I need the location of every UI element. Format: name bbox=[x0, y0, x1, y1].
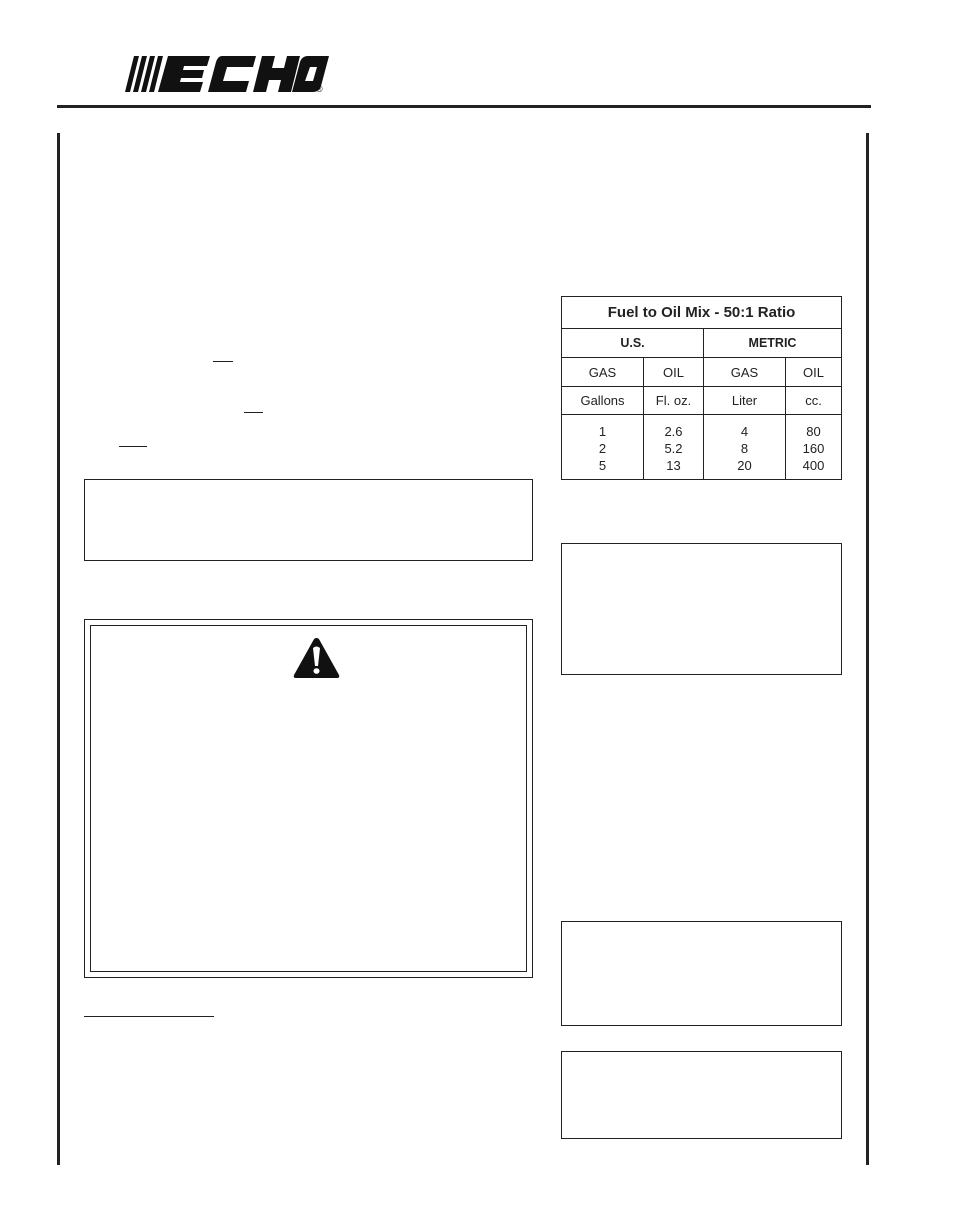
note-box bbox=[561, 1051, 842, 1139]
warning-triangle-icon bbox=[292, 636, 341, 680]
column-header-oil-us: OIL bbox=[644, 358, 704, 387]
right-margin-rule bbox=[866, 133, 869, 1165]
underline-mark bbox=[119, 446, 147, 447]
fuel-oil-mix-table bbox=[561, 296, 842, 480]
table-cell: 4 bbox=[740, 423, 749, 439]
header-rule bbox=[57, 105, 871, 108]
table-cell: 5.2 bbox=[664, 440, 683, 456]
table-cell: 400 bbox=[802, 457, 825, 473]
unit-cc: cc. bbox=[786, 387, 842, 415]
values-oil-fl-oz bbox=[644, 415, 704, 480]
registered-mark: ® bbox=[316, 84, 323, 94]
left-margin-rule bbox=[57, 133, 60, 1165]
unit-liter: Liter bbox=[704, 387, 786, 415]
table-cell: 1 bbox=[598, 423, 607, 439]
echo-logo bbox=[124, 52, 330, 96]
underline-mark bbox=[213, 361, 233, 362]
unit-gallons: Gallons bbox=[562, 387, 644, 415]
table-cell: 80 bbox=[806, 423, 821, 439]
values-gas-gallons bbox=[562, 415, 644, 480]
table-cell: 8 bbox=[740, 440, 749, 456]
table-cell: 2 bbox=[598, 440, 607, 456]
table-cell: 2.6 bbox=[664, 423, 683, 439]
column-header-gas-us: GAS bbox=[562, 358, 644, 387]
column-header-oil-metric: OIL bbox=[786, 358, 842, 387]
table-cell: 160 bbox=[802, 440, 825, 456]
unit-fl-oz: Fl. oz. bbox=[644, 387, 704, 415]
group-header-us: U.S. bbox=[562, 329, 704, 358]
group-header-metric: METRIC bbox=[704, 329, 842, 358]
note-box bbox=[561, 921, 842, 1026]
underline-mark bbox=[244, 412, 263, 413]
table-title: Fuel to Oil Mix - 50:1 Ratio bbox=[562, 297, 842, 329]
values-oil-cc bbox=[786, 415, 842, 480]
section-heading-underline bbox=[84, 1016, 214, 1017]
table-cell: 5 bbox=[598, 457, 607, 473]
note-box bbox=[84, 479, 533, 561]
table-cell: 20 bbox=[737, 457, 752, 473]
note-box bbox=[561, 543, 842, 675]
values-gas-liter bbox=[704, 415, 786, 480]
table-cell: 13 bbox=[666, 457, 681, 473]
column-header-gas-metric: GAS bbox=[704, 358, 786, 387]
